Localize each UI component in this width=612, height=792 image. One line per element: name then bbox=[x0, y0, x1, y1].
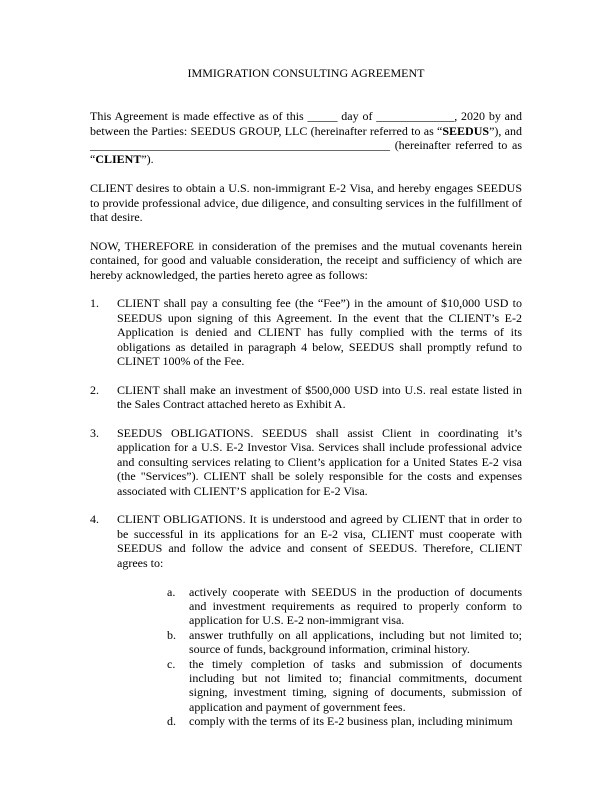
sub-clause-a-letter: a. bbox=[167, 584, 176, 599]
sub-clause-c-text: the timely completion of tasks and submission of documents including but not limited to; financial commitments, document signing, investment timing, signing of documents, submission of application and payment of government fees. bbox=[189, 656, 522, 714]
clause-4 bbox=[90, 512, 522, 728]
clause-1-text: CLIENT shall pay a consulting fee (the “Fee”) in the amount of $10,000 USD to SEEDUS upon signing of this Agreement. In the event that the CLIENT’s E-2 Application is denied and CLIENT has fully complied with the terms of its obligations as detailed in paragraph 4 below, SEEDUS shall promptly refund to CLINET 100% of the Fee. bbox=[117, 296, 522, 369]
seedus-defined-term: SEEDUS bbox=[442, 123, 490, 138]
clause-4-text: CLIENT OBLIGATIONS. It is understood and agreed by CLIENT that in order to be successful in its applications for an E-2 visa, CLIENT must cooperate with SEEDUS and follow the advice and consent of SEEDUS. Therefore, CLIENT agrees to: bbox=[117, 512, 522, 570]
sub-clause-b-letter: b. bbox=[167, 627, 176, 642]
clause-3-text: SEEDUS OBLIGATIONS. SEEDUS shall assist Client in coordinating it’s application for a U.S. E-2 Investor Visa. Services shall include professional advice and consulting services relating to Client’s application for a United States E-2 visa (the "Services”). CLIENT shall be solely responsible for the costs and expenses associated with CLIENT’S application for E-2 Visa. bbox=[117, 426, 522, 498]
intro-text-3: ”). bbox=[141, 152, 154, 167]
intro-paragraph bbox=[90, 109, 522, 167]
now-therefore-paragraph: NOW, THEREFORE in consideration of the premises and the mutual covenants herein contained, for good and valuable consideration, the receipt and sufficiency of which are hereby acknowledged, the parties hereto agree as follows: bbox=[90, 238, 522, 282]
clause-2-number: 2. bbox=[90, 382, 99, 397]
clause-3 bbox=[90, 426, 522, 498]
recital-paragraph: CLIENT desires to obtain a U.S. non-immigrant E-2 Visa, and hereby engages SEEDUS to provide professional advice, due diligence, and consulting services in the fulfillment of that desire. bbox=[90, 181, 522, 225]
document-title: IMMIGRATION CONSULTING AGREEMENT bbox=[187, 66, 425, 80]
sub-clause-d-letter: d. bbox=[167, 714, 176, 729]
sub-clause-a bbox=[117, 585, 522, 628]
sub-clause-d bbox=[117, 714, 522, 728]
clause-1 bbox=[90, 296, 522, 368]
sub-clause-c bbox=[117, 657, 522, 715]
sub-clause-d-text: comply with the terms of its E-2 business plan, including minimum bbox=[189, 714, 513, 729]
sub-clause-c-letter: c. bbox=[167, 656, 176, 671]
clause-2 bbox=[90, 383, 522, 412]
clause-4-number: 4. bbox=[90, 512, 99, 527]
intro-text-2: ”), and __________________________________________________ (hereinafter referred to as “ bbox=[90, 123, 522, 167]
clause-2-text: CLIENT shall make an investment of $500,000 USD into U.S. real estate listed in the Sales Contract attached hereto as Exhibit A. bbox=[117, 382, 522, 412]
client-defined-term: CLIENT bbox=[95, 152, 142, 167]
sub-clause-a-text: actively cooperate with SEEDUS in the production of documents and investment requirements as required to properly conform to application for U.S. E-2 non-immigrant visa. bbox=[189, 584, 522, 628]
sub-clause-b bbox=[117, 628, 522, 657]
clause-1-number: 1. bbox=[90, 296, 99, 311]
clause-3-number: 3. bbox=[90, 426, 99, 441]
intro-text-1: This Agreement is made effective as of this _____ day of _____________, 2020 by and between the Parties: SEEDUS GROUP, LLC (hereinafter referred to as “ bbox=[90, 109, 522, 138]
sub-clause-b-text: answer truthfully on all applications, including but not limited to; source of funds, background information, criminal history. bbox=[189, 627, 522, 657]
clause-4-sub-list bbox=[117, 585, 522, 729]
